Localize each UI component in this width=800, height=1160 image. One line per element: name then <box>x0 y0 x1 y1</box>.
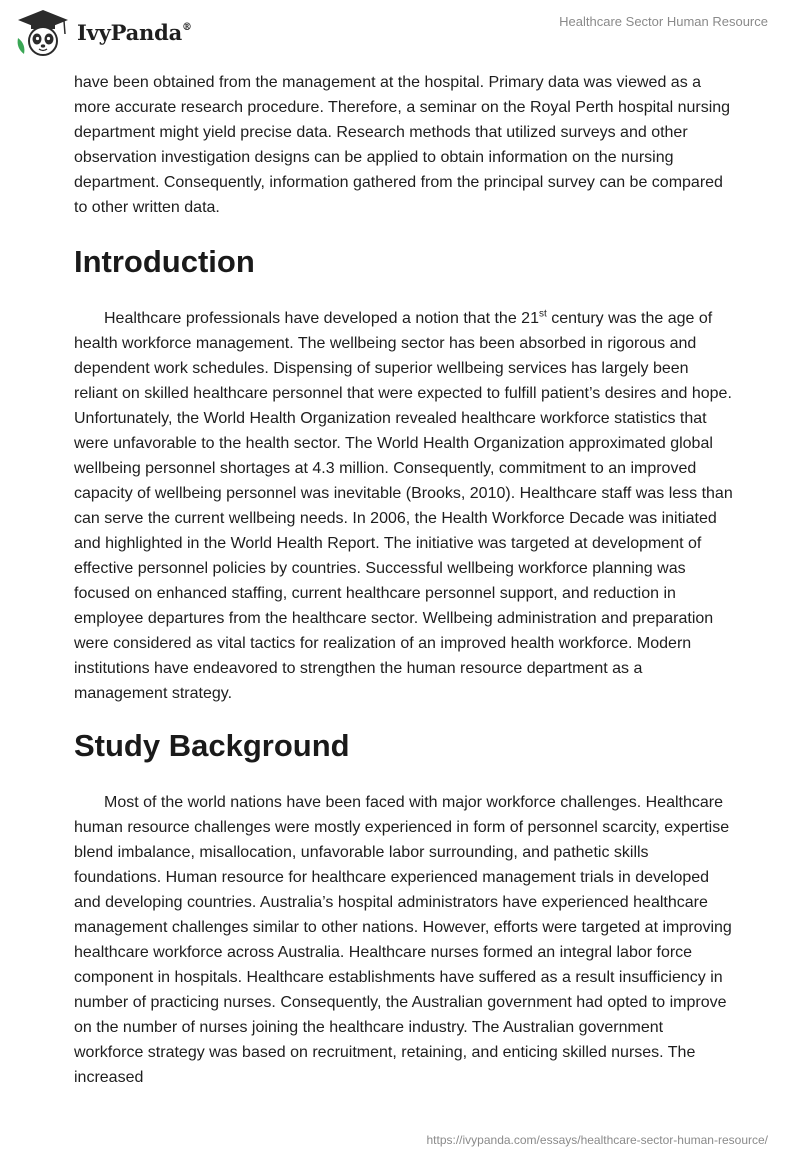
introduction-paragraph <box>74 306 734 706</box>
registered-mark: ® <box>182 22 192 33</box>
source-url-link[interactable]: https://ivypanda.com/essays/healthcare-sector-human-resource/ <box>426 1133 768 1147</box>
introduction-text-rest: century was the age of health workforce management. The wellbeing sector has been absorbed in rigorous and dependent work schedules. Dispensing of superior wellbeing services has largely been reliant on skilled healthcare personnel that were expected to fulfill patient’s desires and hope. Unfortunately, the World Health Organization revealed healthcare workforce statistics that were unfavorable to the health sector. The World Health Organization approximated global wellbeing personnel shortages at 4.3 million. Consequently, commitment to an improved capacity of wellbeing personnel was inevitable (Brooks, 2010). Healthcare staff was less than can serve the current wellbeing needs. In 2006, the Health Workforce Decade was initiated and highlighted in the World Health Report. The initiative was targeted at development of effective personnel policies by countries. Successful wellbeing workforce planning was focused on enhanced staffing, current healthcare personnel support, and reduction in employee departures from the healthcare sector. Wellbeing administration and preparation were considered as vital tactics for realization of an improved health workforce. Modern institutions have endeavored to strengthen the human resource department as a management strategy. <box>74 310 733 702</box>
essay-content <box>74 70 734 1090</box>
section-heading-introduction: Introduction <box>74 244 255 279</box>
introduction-text-start: Healthcare professionals have developed a notion that the 21 <box>104 310 539 327</box>
study-background-paragraph: Most of the world nations have been faced with major workforce challenges. Healthcare human resource challenges were mostly experienced in form of personnel scarcity, expertise blend imbalance, misallocation, unfavorable labor surrounding, and pathetic skills foundations. Human resource for healthcare experienced management trials in developed and developing countries. Australia’s hospital administrators have experienced healthcare management challenges similar to other nations. However, efforts were targeted at improving healthcare workforce across Australia. Healthcare nurses formed an integral labor force component in hospitals. Healthcare establishments have suffered as a result insufficiency in number of practicing nurses. Consequently, the Australian government had opted to improve on the number of nurses joining the healthcare industry. The Australian government workforce strategy was based on recruitment, retaining, and enticing skilled nurses. The increased <box>74 794 732 1086</box>
page-header <box>0 0 800 66</box>
ordinal-suffix: st <box>538 308 547 320</box>
brand-name-text: IvyPanda <box>77 20 183 45</box>
brand-name[interactable] <box>77 20 192 45</box>
document-title: Healthcare Sector Human Resource <box>559 14 768 29</box>
intro-continuation-paragraph: have been obtained from the management at the hospital. Primary data was viewed as a more accurate research procedure. Therefore, a seminar on the Royal Perth hospital nursing department might yield precise data. Research methods that utilized surveys and other observation investigation designs can be applied to obtain information on the nursing department. Consequently, information gathered from the principal survey can be compared to other written data. <box>74 74 731 216</box>
panda-logo-icon[interactable] <box>14 8 72 58</box>
section-heading-study-background: Study Background <box>74 728 350 763</box>
